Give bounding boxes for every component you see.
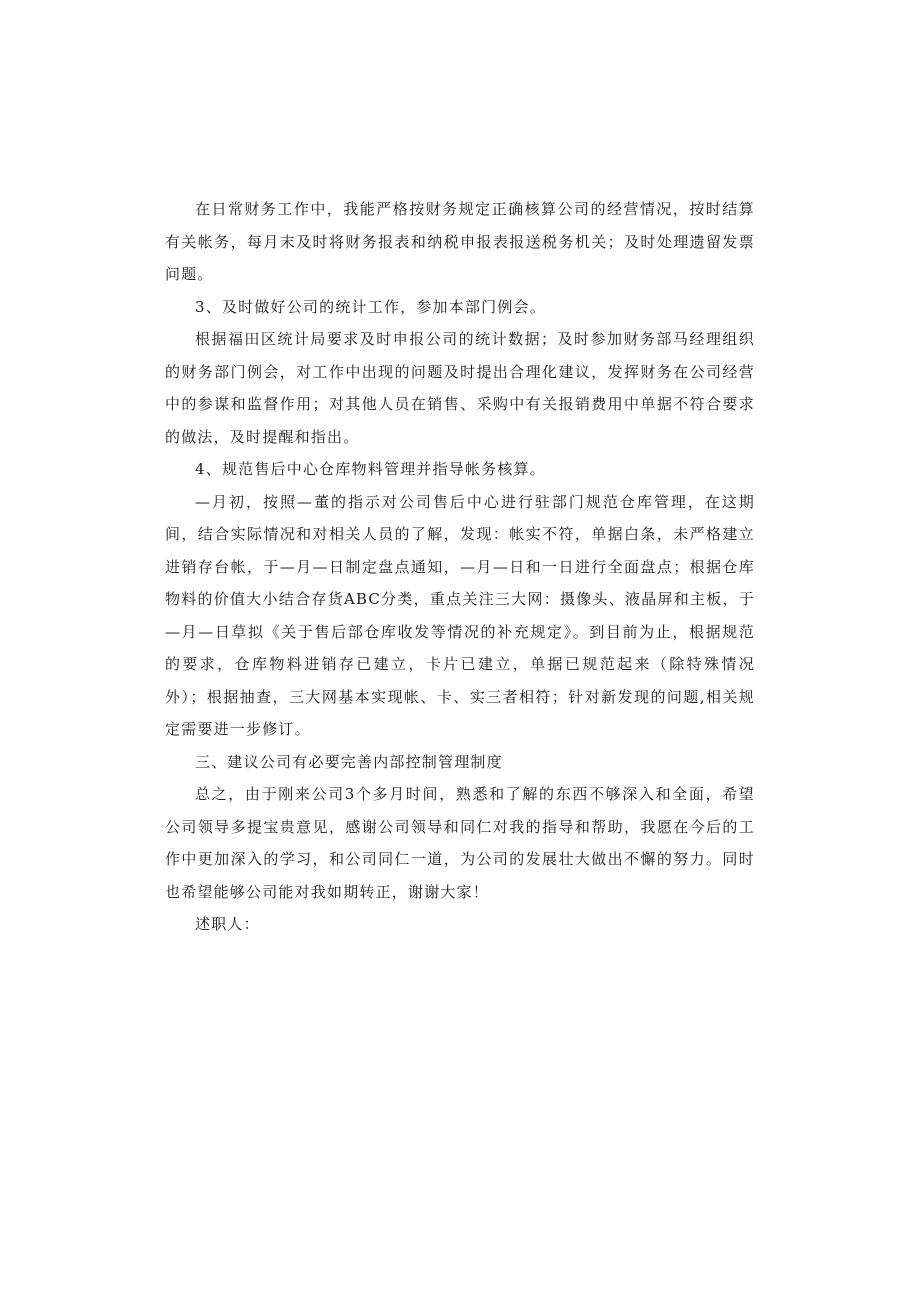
paragraph-warehouse: —月初，按照—董的指示对公司售后中心进行驻部门规范仓库管理，在这期间，结合实际情况和对相关人员的了解，发现：帐实不符，单据白条，未严格建立进销存台帐，于—月—日制定盘点通知，—月—日和一日进行全面盘点；根据仓库物料的价值大小结合存货ABC分类，重点关注三大网：摄像头、液晶屏和主板，于—月—日草拟《关于售后部仓库收发等情况的补充规定》。到目前为止，根据规范的要求，仓库物料进销存已建立，卡片已建立，单据已规范起来（除特殊情况外）；根据抽查，三大网基本实现帐、卡、实三者相符；针对新发现的问题,相关规定需要进一步修订。: [165, 492, 755, 738]
paragraph-daily-finance: 在日常财务工作中，我能严格按财务规定正确核算公司的经营情况，按时结算有关帐务，每月末及时将财务报表和纳税申报表报送税务机关；及时处理遗留发票问题。: [165, 200, 755, 283]
paragraph-statistics: 根据福田区统计局要求及时申报公司的统计数据；及时参加财务部马经理组织的财务部门例会，对工作中出现的问题及时提出合理化建议，发挥财务在公司经营中的参谋和监督作用；对其他人员在销售、采购中有关报销费用中单据不符合要求的做法，及时提醒和指出。: [165, 330, 755, 446]
heading-statistics-work: 3、及时做好公司的统计工作，参加本部门例会。: [195, 297, 546, 316]
paragraph-conclusion: 总之，由于刚来公司3个多月时间，熟悉和了解的东西不够深入和全面，希望公司领导多提宝贵意见，感谢公司领导和同仁对我的指导和帮助，我愿在今后的工作中更加深入的学习，和公司同仁一道，为公司的发展壮大做出不懈的努力。同时也希望能够公司能对我如期转正，谢谢大家！: [165, 785, 755, 901]
document-body: [165, 193, 755, 941]
heading-internal-control: 三、建议公司有必要完善内部控制管理制度: [195, 752, 503, 771]
heading-warehouse-management: 4、规范售后中心仓库物料管理并指导帐务核算。: [195, 460, 546, 478]
signature-label: 述职人：: [195, 915, 260, 933]
